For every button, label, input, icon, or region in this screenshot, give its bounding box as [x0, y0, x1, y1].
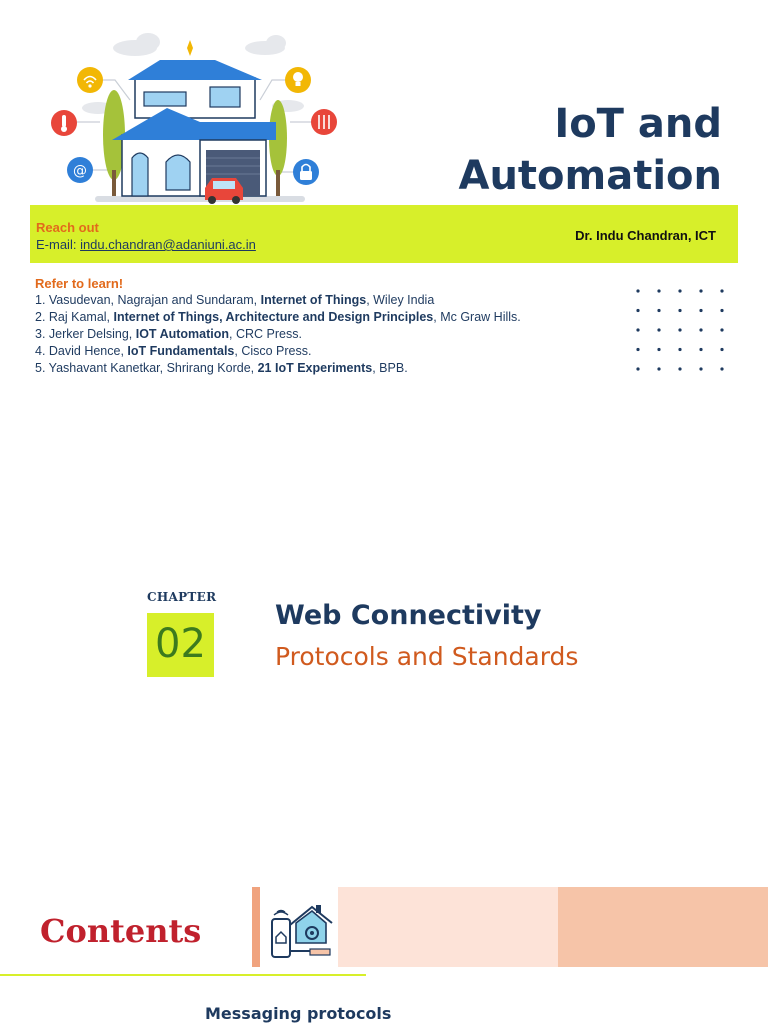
decorative-dot [657, 328, 660, 331]
course-title [459, 98, 723, 202]
reference-title: Internet of Things, Architecture and Design Principles [113, 310, 434, 324]
reference-title: IoT Fundamentals [127, 344, 235, 358]
decorative-dot [636, 348, 639, 351]
email-line [36, 237, 256, 252]
reference-title: IOT Automation [135, 327, 230, 341]
reference-item: 3. Jerker Delsing, IOT Automation, CRC Press. [35, 327, 302, 341]
reference-item: 1. Vasudevan, Nagrajan and Sundaram, Internet of Things, Wiley India [35, 293, 435, 307]
chapter-number: 02 [155, 621, 206, 667]
decorative-dot [699, 309, 702, 312]
reference-item: 2. Raj Kamal, Internet of Things, Architecture and Design Principles, Mc Graw Hills. [35, 310, 521, 324]
decorative-dot [657, 289, 660, 292]
chapter-label: CHAPTER [147, 590, 217, 604]
decorative-dot [657, 309, 660, 312]
decorative-dot [678, 289, 681, 292]
decorative-dot [678, 328, 681, 331]
course-title-line-1: IoT and [554, 101, 722, 147]
chapter-subtitle: Protocols and Standards [275, 642, 579, 671]
chapter-title: Web Connectivity [275, 600, 542, 631]
contents-heading: Contents [40, 912, 202, 950]
reach-out-label: Reach out [36, 220, 99, 235]
email-link[interactable]: indu.chandran@adaniuni.ac.in [80, 237, 256, 252]
decorative-dot [636, 367, 639, 370]
contents-divider [0, 974, 366, 976]
reference-title: 21 IoT Experiments [257, 361, 373, 375]
decorative-dot [657, 367, 660, 370]
reference-list [35, 275, 635, 377]
smart-home-illustration [40, 30, 360, 210]
decorative-dot [678, 367, 681, 370]
svg-text:@: @ [73, 163, 87, 179]
decorative-dot [720, 289, 723, 292]
decorative-dot [636, 309, 639, 312]
decorative-dot [636, 289, 639, 292]
chapter-number-box [147, 613, 214, 677]
accent-bar [252, 887, 260, 967]
author-name: Dr. Indu Chandran, ICT [575, 228, 716, 243]
references-heading: Refer to learn! [35, 276, 124, 291]
decorative-dot [678, 348, 681, 351]
decorative-dot [720, 348, 723, 351]
contact-band [30, 205, 738, 263]
email-prefix: E-mail: [36, 237, 81, 252]
decorative-dot-grid [630, 284, 730, 380]
decorative-dot [699, 328, 702, 331]
decorative-dot [699, 348, 702, 351]
decorative-band-light [338, 887, 558, 967]
smart-home-phone-icon [266, 893, 336, 963]
decorative-dot [636, 328, 639, 331]
decorative-dot [720, 328, 723, 331]
decorative-dot [699, 367, 702, 370]
decorative-dot [678, 309, 681, 312]
reference-title: Internet of Things [260, 293, 367, 307]
decorative-band-dark [558, 887, 768, 967]
decorative-dot [657, 348, 660, 351]
course-title-line-2: Automation [458, 153, 722, 199]
decorative-dot [720, 309, 723, 312]
decorative-dot [699, 289, 702, 292]
reference-item: 4. David Hence, IoT Fundamentals, Cisco Press. [35, 344, 312, 358]
reference-item: 5. Yashavant Kanetkar, Shrirang Korde, 21 IoT Experiments, BPB. [35, 361, 408, 375]
decorative-dot [720, 367, 723, 370]
contents-item: Messaging protocols [205, 1004, 392, 1023]
